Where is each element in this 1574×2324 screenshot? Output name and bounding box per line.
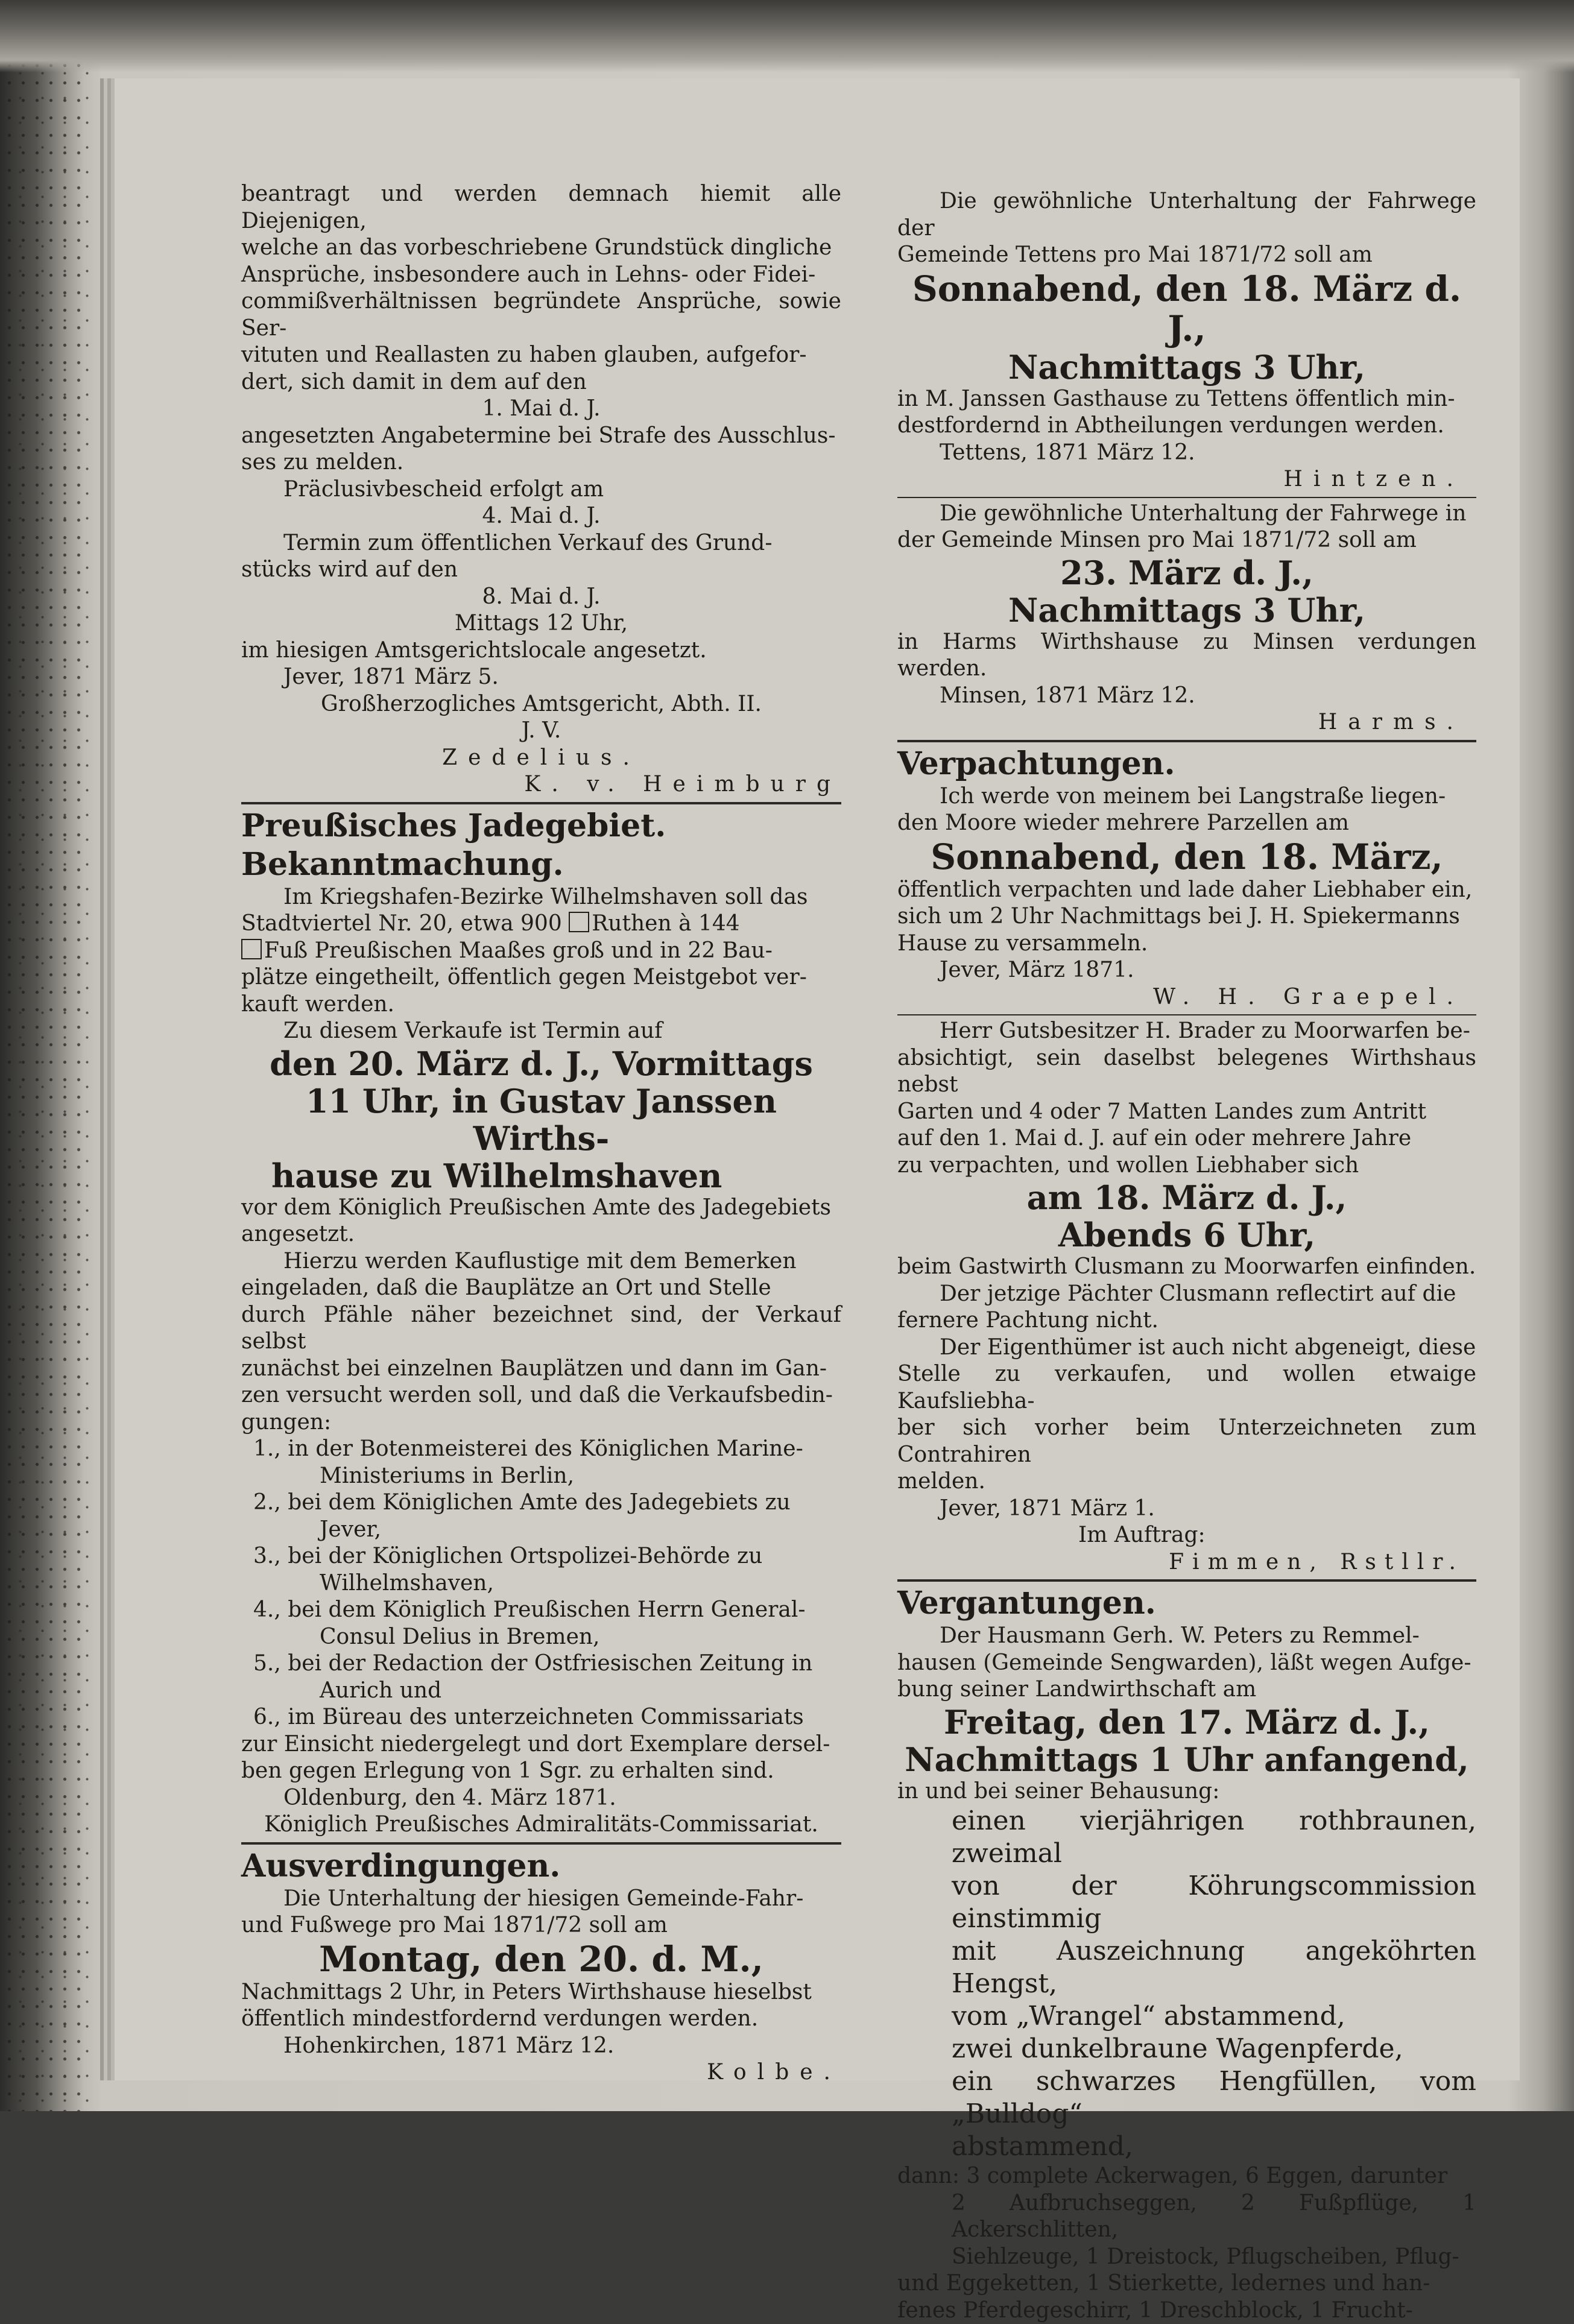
- text-line: [241, 911, 841, 938]
- bold-date-line: 11 Uhr, in Gustav Janssen Wirths-: [241, 1082, 841, 1157]
- list-item: 6., im Büreau des unterzeichneten Commissariats: [241, 1704, 841, 1731]
- place-date: Hohenkirchen, 1871 März 12.: [241, 2033, 841, 2060]
- auction-item: ein schwarzes Hengfüllen, vom „Bulldog“: [897, 2065, 1476, 2130]
- signature: Hintzen.: [897, 466, 1476, 493]
- text-fragment: Ruthen à 144: [592, 911, 740, 936]
- text-line: angesetzt.: [241, 1221, 841, 1248]
- date-line: 8. Mai d. J.: [241, 584, 841, 611]
- text-line: fenes Pferdegeschirr, 1 Dreschblock, 1 Frucht-: [897, 2297, 1476, 2324]
- section-rule: [897, 1579, 1476, 1582]
- court-name: Großherzogliches Amtsgericht, Abth. II.: [241, 691, 841, 718]
- signature: W. H. Graepel.: [897, 984, 1476, 1011]
- section-heading: Bekanntmachung.: [241, 845, 841, 884]
- text-line: ben gegen Erlegung von 1 Sgr. zu erhalten sind.: [241, 1758, 841, 1785]
- text-line: öffentlich verpachten und lade daher Liebhaber ein,: [897, 877, 1476, 904]
- section-rule: [241, 802, 841, 804]
- list-item-cont: Jever,: [241, 1517, 841, 1544]
- signature: Harms.: [897, 709, 1476, 736]
- text-line: Hierzu werden Kauflustige mit dem Bemerken: [241, 1248, 841, 1275]
- square-symbol-icon: [241, 939, 262, 959]
- list-item-cont: Wilhelmshaven,: [241, 1570, 841, 1597]
- text-line: vituten und Reallasten zu haben glauben, aufgefor-: [241, 342, 841, 369]
- list-item: 3., bei der Königlichen Ortspolizei-Behörde zu: [241, 1543, 841, 1570]
- text-line: eingeladen, daß die Bauplätze an Ort und Stelle: [241, 1275, 841, 1302]
- text-line: Gemeinde Tettens pro Mai 1871/72 soll am: [897, 242, 1476, 269]
- text-line: Die gewöhnliche Unterhaltung der Fahrwege in: [897, 500, 1476, 528]
- text-line: Der Eigenthümer ist auch nicht abgeneigt, diese: [897, 1334, 1476, 1362]
- text-line: destfordernd in Abtheilungen verdungen werden.: [897, 412, 1476, 440]
- list-item-cont: Consul Delius in Bremen,: [241, 1624, 841, 1651]
- text-line: zen versucht werden soll, und daß die Verkaufsbedin-: [241, 1382, 841, 1409]
- auction-item: vom „Wrangel“ abstammend,: [897, 2000, 1476, 2033]
- text-line: Siehlzeuge, 1 Dreistock, Pflugscheiben, Pflug-: [897, 2244, 1476, 2271]
- text-line: in und bei seiner Behausung:: [897, 1778, 1476, 1805]
- bold-date-line: Sonnabend, den 18. März,: [897, 837, 1476, 877]
- text-line: in Harms Wirthshause zu Minsen verdungen werden.: [897, 629, 1476, 683]
- text-line: Hause zu versammeln.: [897, 930, 1476, 958]
- text-line: ber sich vorher beim Unterzeichneten zum Contrahiren: [897, 1415, 1476, 1468]
- bold-time-line: Nachmittags 3 Uhr,: [897, 592, 1476, 629]
- text-line: Garten und 4 oder 7 Matten Landes zum Antritt: [897, 1099, 1476, 1126]
- text-line: im hiesigen Amtsgerichtslocale angesetzt.: [241, 637, 841, 665]
- text-line: Nachmittags 2 Uhr, in Peters Wirthshause hieselbst: [241, 1979, 841, 2006]
- place-date: Jever, 1871 März 5.: [241, 664, 841, 691]
- text-line: bung seiner Landwirthschaft am: [897, 1676, 1476, 1704]
- text-line: melden.: [897, 1468, 1476, 1495]
- text-line: und Fußwege pro Mai 1871/72 soll am: [241, 1912, 841, 1939]
- text-line: Im Kriegshafen-Bezirke Wilhelmshaven soll das: [241, 884, 841, 911]
- text-line: hausen (Gemeinde Sengwarden), läßt wegen Aufge-: [897, 1650, 1476, 1677]
- bold-time-line: Abends 6 Uhr,: [897, 1216, 1476, 1254]
- date-line: 1. Mai d. J.: [241, 396, 841, 423]
- signature: Kolbe.: [241, 2059, 841, 2086]
- bold-time-line: Nachmittags 1 Uhr anfangend,: [897, 1741, 1476, 1778]
- text-line: Ich werde von meinem bei Langstraße liegen-: [897, 783, 1476, 810]
- text-line: welche an das vorbeschriebene Grundstück dingliche: [241, 235, 841, 262]
- text-line: ses zu melden.: [241, 449, 841, 476]
- list-item-cont: Ministeriums in Berlin,: [241, 1463, 841, 1490]
- place-date: Tettens, 1871 März 12.: [897, 440, 1476, 467]
- left-column: [241, 181, 841, 2086]
- text-line: dann: 3 complete Ackerwagen, 6 Eggen, darunter: [897, 2163, 1476, 2190]
- bold-date-line: hause zu Wilhelmshaven: [241, 1157, 841, 1195]
- text-line: in M. Janssen Gasthause zu Tettens öffentlich min-: [897, 386, 1476, 413]
- section-heading: Vergantungen.: [897, 1584, 1476, 1623]
- text-line: Zu diesem Verkaufe ist Termin auf: [241, 1018, 841, 1045]
- text-line: Der Hausmann Gerh. W. Peters zu Remmel-: [897, 1623, 1476, 1650]
- text-fragment: Stadtviertel Nr. 20, etwa 900: [241, 911, 562, 936]
- text-line: Präclusivbescheid erfolgt am: [241, 476, 841, 504]
- text-line: angesetzten Angabetermine bei Strafe des Ausschlus-: [241, 423, 841, 450]
- text-line: stücks wird auf den: [241, 557, 841, 584]
- list-item-cont: Aurich und: [241, 1678, 841, 1705]
- right-column: [897, 188, 1476, 2324]
- text-line: beim Gastwirth Clusmann zu Moorwarfen einfinden.: [897, 1254, 1476, 1281]
- text-line: Die gewöhnliche Unterhaltung der Fahrwege der: [897, 188, 1476, 242]
- text-fragment: Fuß Preußischen Maaßes groß und in 22 Bau-: [264, 938, 773, 963]
- signature: Zedelius.: [241, 745, 841, 772]
- auction-item: von der Köhrungscommission einstimmig: [897, 1870, 1476, 1935]
- auction-item: abstammend,: [897, 2130, 1476, 2163]
- section-rule: [897, 740, 1476, 742]
- place-date: Minsen, 1871 März 12.: [897, 683, 1476, 710]
- text-line: durch Pfähle näher bezeichnet sind, der Verkauf selbst: [241, 1302, 841, 1356]
- auction-item: zwei dunkelbraune Wagenpferde,: [897, 2033, 1476, 2065]
- list-item: 2., bei dem Königlichen Amte des Jadegebiets zu: [241, 1489, 841, 1517]
- text-line: Herr Gutsbesitzer H. Brader zu Moorwarfen be-: [897, 1018, 1476, 1045]
- text-line: auf den 1. Mai d. J. auf ein oder mehrere Jahre: [897, 1125, 1476, 1152]
- list-item: 1., in der Botenmeisterei des Königlichen Marine-: [241, 1436, 841, 1463]
- text-line: zu verpachten, und wollen Liebhaber sich: [897, 1152, 1476, 1179]
- text-line: der Gemeinde Minsen pro Mai 1871/72 soll am: [897, 527, 1476, 554]
- separator-rule: [897, 1014, 1476, 1015]
- bold-date-line: 23. März d. J.,: [897, 554, 1476, 592]
- text-line: den Moore wieder mehrere Parzellen am: [897, 810, 1476, 837]
- text-line: [241, 938, 841, 965]
- text-line: sich um 2 Uhr Nachmittags bei J. H. Spiekermanns: [897, 903, 1476, 930]
- text-line: commißverhältnissen begründete Ansprüche, sowie Ser-: [241, 288, 841, 342]
- text-line: Der jetzige Pächter Clusmann reflectirt auf die: [897, 1281, 1476, 1308]
- separator-rule: [897, 497, 1476, 498]
- text-line: plätze eingetheilt, öffentlich gegen Meistgebot ver-: [241, 964, 841, 991]
- time-line: Mittags 12 Uhr,: [241, 610, 841, 637]
- date-line: 4. Mai d. J.: [241, 503, 841, 530]
- text-line: beantragt und werden demnach hiemit alle Diejenigen,: [241, 181, 841, 235]
- text-line: Die Unterhaltung der hiesigen Gemeinde-Fahr-: [241, 1886, 841, 1913]
- authority-name: Königlich Preußisches Admiralitäts-Commissariat.: [241, 1811, 841, 1839]
- bold-time-line: Nachmittags 3 Uhr,: [897, 349, 1476, 386]
- text-line: Im Auftrag:: [897, 1522, 1476, 1549]
- square-symbol-icon: [569, 912, 589, 932]
- text-line: Termin zum öffentlichen Verkauf des Grund-: [241, 530, 841, 557]
- signature: K. v. Heimburg: [241, 771, 841, 798]
- bold-date-line: Sonnabend, den 18. März d. J.,: [897, 269, 1476, 349]
- bold-date-line: Montag, den 20. d. M.,: [241, 1939, 841, 1979]
- book-edge-speckle: [0, 0, 90, 2111]
- list-item: 4., bei dem Königlich Preußischen Herrn General-: [241, 1597, 841, 1624]
- text-line: und Eggeketten, 1 Stierkette, ledernes und han-: [897, 2270, 1476, 2297]
- section-rule: [241, 1842, 841, 1845]
- text-line: öffentlich mindestfordernd verdungen werden.: [241, 2006, 841, 2033]
- text-line: vor dem Königlich Preußischen Amte des Jadegebiets: [241, 1195, 841, 1222]
- text-line: zunächst bei einzelnen Bauplätzen und dann im Gan-: [241, 1356, 841, 1383]
- text-line: fernere Pachtung nicht.: [897, 1307, 1476, 1334]
- bold-date-line: den 20. März d. J., Vormittags: [241, 1045, 841, 1082]
- text-line: gungen:: [241, 1409, 841, 1436]
- text-line: zur Einsicht niedergelegt und dort Exemplare dersel-: [241, 1731, 841, 1758]
- section-heading: Preußisches Jadegebiet.: [241, 807, 841, 845]
- place-date: Oldenburg, den 4. März 1871.: [241, 1785, 841, 1812]
- place-date: Jever, März 1871.: [897, 957, 1476, 984]
- bold-date-line: am 18. März d. J.,: [897, 1179, 1476, 1216]
- auction-item: einen vierjährigen rothbraunen, zweimal: [897, 1805, 1476, 1870]
- text-line: Ansprüche, insbesondere auch in Lehns- oder Fidei-: [241, 262, 841, 289]
- auction-item: mit Auszeichnung angeköhrten Hengst,: [897, 1935, 1476, 2000]
- bold-date-line: Freitag, den 17. März d. J.,: [897, 1704, 1476, 1741]
- list-item: 5., bei der Redaction der Ostfriesischen Zeitung in: [241, 1650, 841, 1678]
- iv-line: J. V.: [241, 718, 841, 745]
- place-date: Jever, 1871 März 1.: [897, 1495, 1476, 1523]
- text-line: dert, sich damit in dem auf den: [241, 369, 841, 396]
- section-heading: Verpachtungen.: [897, 745, 1476, 783]
- text-line: absichtigt, sein daselbst belegenes Wirthshaus nebst: [897, 1045, 1476, 1099]
- text-line: 2 Aufbruchseggen, 2 Fußpflüge, 1 Ackerschlitten,: [897, 2190, 1476, 2244]
- top-page-edge: [0, 0, 1574, 72]
- text-line: Stelle zu verkaufen, und wollen etwaige Kaufsliebha-: [897, 1361, 1476, 1415]
- section-heading: Ausverdingungen.: [241, 1847, 841, 1886]
- signature: Fimmen, Rstllr.: [897, 1549, 1476, 1576]
- text-line: kauft werden.: [241, 991, 841, 1018]
